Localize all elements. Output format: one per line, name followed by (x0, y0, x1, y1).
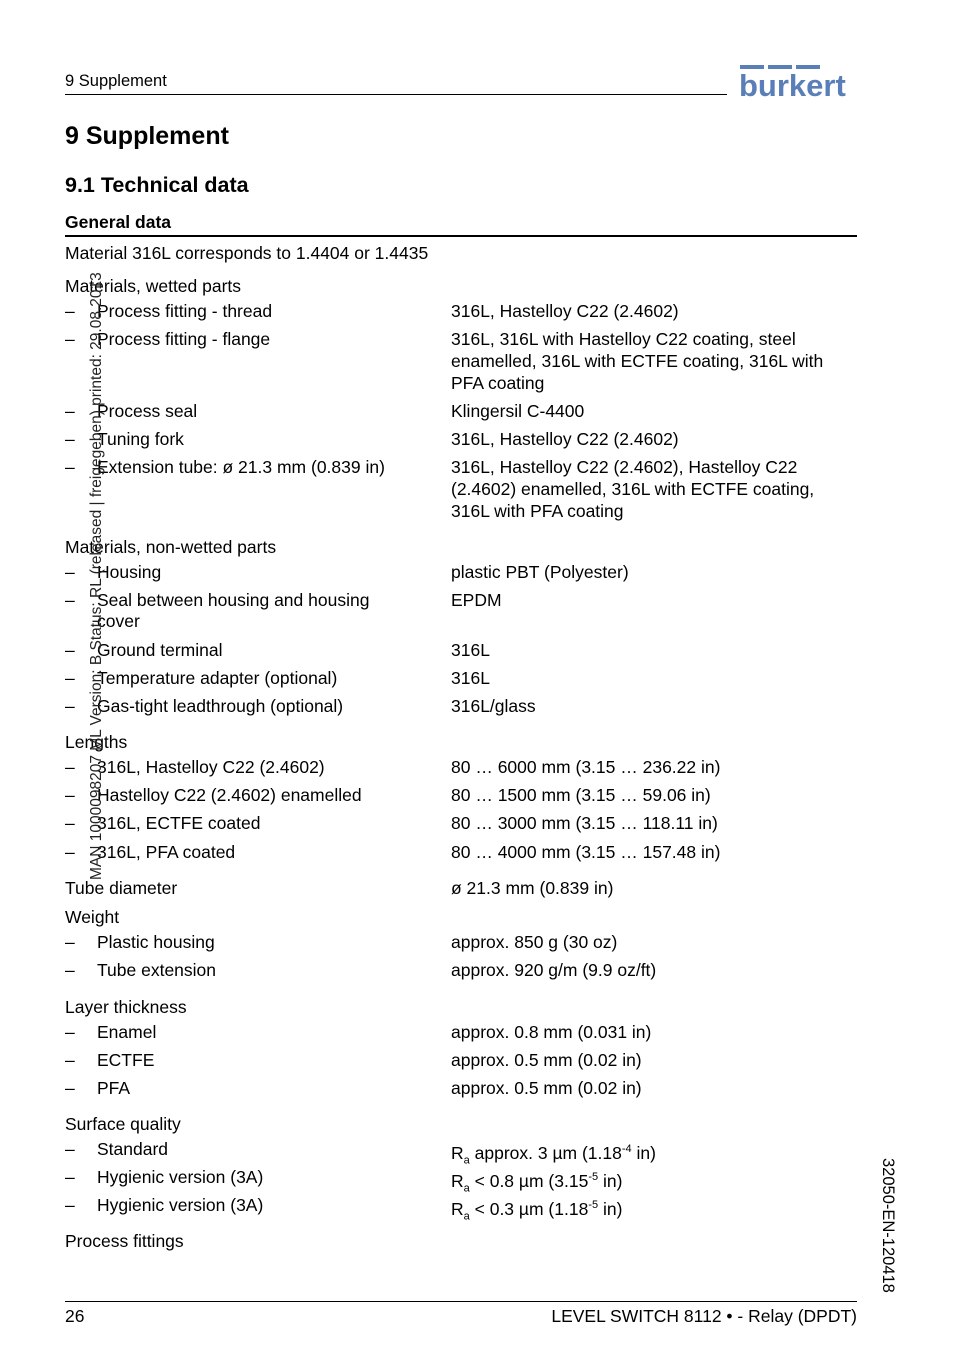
dash: – (65, 329, 75, 349)
dash: – (65, 1195, 75, 1215)
table-row (0, 960, 954, 982)
dash: – (65, 960, 75, 980)
dash: – (65, 813, 75, 833)
table-row (0, 301, 954, 323)
footer-title: LEVEL SWITCH 8112 • - Relay (DPDT) (551, 1306, 857, 1326)
unit: in) (598, 1198, 623, 1219)
group-heading (0, 907, 954, 929)
chapter-title: 9 Supplement (65, 122, 229, 150)
roughness-symbol: R (451, 1170, 464, 1191)
dash: – (65, 696, 75, 716)
table-row (0, 842, 954, 864)
table-row (0, 1050, 954, 1072)
exponent: -5 (588, 1171, 599, 1183)
footer-rule (65, 1301, 857, 1302)
wetted-title: Materials, wetted parts (65, 276, 242, 296)
group-heading (0, 997, 954, 1019)
dash: – (65, 590, 75, 610)
row-label: Ground terminal (97, 640, 223, 660)
page-number: 26 (65, 1306, 85, 1326)
row-value: 80 … 6000 mm (3.15 … 236.22 in) (451, 757, 721, 777)
row-label: 316L, PFA coated (97, 842, 236, 862)
table-row (0, 785, 954, 807)
group-heading (0, 537, 954, 559)
row-value: 316L, Hastelloy C22 (2.4602) (451, 429, 679, 449)
roughness-subscript: a (463, 1182, 470, 1195)
brand-text: burkert (739, 68, 846, 102)
row-value: (2.4602) enamelled, 316L with ECTFE coating, (451, 479, 815, 499)
group-heading (0, 732, 954, 754)
row-value: PFA coating (451, 373, 545, 393)
dash: – (65, 1167, 75, 1187)
nonwetted-title: Materials, non-wetted parts (65, 537, 277, 557)
subsection-title: General data (65, 212, 172, 232)
exponent: -5 (588, 1199, 599, 1211)
row-label: 316L, ECTFE coated (97, 813, 261, 833)
roughness-subscript: a (463, 1154, 470, 1167)
table-row (0, 329, 954, 393)
dash: – (65, 668, 75, 688)
table-row (0, 401, 954, 423)
subsection-rule (65, 235, 857, 237)
row-value: 316L (451, 668, 490, 688)
row-value: EPDM (451, 590, 502, 610)
row-label: Hastelloy C22 (2.4602) enamelled (97, 785, 362, 805)
row-label: Seal between housing and housing (97, 590, 370, 610)
row-label: Gas-tight leadthrough (optional) (97, 696, 344, 716)
lengths-title: Lengths (65, 732, 128, 752)
header-rule (65, 94, 727, 95)
table-row (0, 590, 954, 631)
running-header: 9 Supplement (65, 72, 167, 90)
row-value: Klingersil C-4400 (451, 401, 585, 421)
tube-value: ø 21.3 mm (0.839 in) (451, 878, 614, 898)
row-value: 316L, Hastelloy C22 (2.4602), Hastelloy C22 (451, 457, 798, 477)
row-value: 80 … 4000 mm (3.15 … 157.48 in) (451, 842, 721, 862)
group-heading (0, 1114, 954, 1136)
group-heading (0, 1231, 954, 1253)
section-title: 9.1 Technical data (65, 173, 249, 197)
dash: – (65, 640, 75, 660)
group-heading (0, 276, 954, 298)
table-row (0, 457, 954, 521)
row-value: approx. 0.5 mm (0.02 in) (451, 1050, 642, 1070)
roughness-symbol: R (451, 1198, 464, 1219)
dash: – (65, 1022, 75, 1042)
table-row (0, 1022, 954, 1044)
dash: – (65, 562, 75, 582)
row-value: 80 … 1500 mm (3.15 … 59.06 in) (451, 785, 711, 805)
dash: – (65, 301, 75, 321)
row-label: cover (97, 611, 140, 631)
document-status-watermark: MAN 1000098207 ML Version: B Status: RL (released | freigegeben) printed: 29.08.2013 (88, 272, 105, 880)
table-row (0, 1195, 954, 1223)
intro-text: Material 316L corresponds to 1.4404 or 1.4435 (65, 243, 429, 263)
surface-title: Surface quality (65, 1114, 181, 1134)
row-value: plastic PBT (Polyester) (451, 562, 629, 582)
dash: – (65, 401, 75, 421)
table-row (0, 640, 954, 662)
row-label: Extension tube: ø 21.3 mm (0.839 in) (97, 457, 385, 477)
row-value: enamelled, 316L with ECTFE coating, 316L with (451, 351, 824, 371)
exponent: -4 (621, 1143, 632, 1155)
roughness-value: approx. 3 µm (1.18 (469, 1142, 622, 1163)
table-row (0, 1139, 954, 1167)
table-row (0, 429, 954, 451)
row-value: approx. 0.5 mm (0.02 in) (451, 1078, 642, 1098)
unit: in) (598, 1170, 623, 1191)
intro-line (0, 243, 954, 265)
tube-label: Tube diameter (65, 878, 178, 898)
row-label: Hygienic version (3A) (97, 1195, 264, 1215)
roughness-value: < 0.8 µm (3.15 (469, 1170, 589, 1191)
weight-title: Weight (65, 907, 120, 927)
row-label: 316L, Hastelloy C22 (2.4602) (97, 757, 325, 777)
row-value: approx. 0.8 mm (0.031 in) (451, 1022, 652, 1042)
burkert-logo (738, 62, 858, 102)
table-row (0, 932, 954, 954)
dash: – (65, 457, 75, 477)
roughness-symbol: R (451, 1142, 464, 1163)
dash: – (65, 757, 75, 777)
table-row (0, 813, 954, 835)
table-row (0, 757, 954, 779)
table-row (0, 562, 954, 584)
row-label: Plastic housing (97, 932, 215, 952)
row-value: approx. 920 g/m (9.9 oz/ft) (451, 960, 657, 980)
row-label: Enamel (97, 1022, 157, 1042)
table-row (0, 668, 954, 690)
row-label: Temperature adapter (optional) (97, 668, 338, 688)
row-label: Tuning fork (97, 429, 184, 449)
row-label: Hygienic version (3A) (97, 1167, 264, 1187)
row-label: Tube extension (97, 960, 217, 980)
row-label: Process fitting - flange (97, 329, 271, 349)
row-label: ECTFE (97, 1050, 155, 1070)
row-label: PFA (97, 1078, 131, 1098)
dash: – (65, 932, 75, 952)
row-label: Standard (97, 1139, 169, 1159)
process-fittings-title: Process fittings (65, 1231, 184, 1251)
row-value: 316L (451, 640, 490, 660)
row-value: 316L with PFA coating (451, 501, 624, 521)
layer-title: Layer thickness (65, 997, 187, 1017)
roughness-subscript: a (463, 1210, 470, 1223)
row-label: Housing (97, 562, 162, 582)
table-row (0, 1167, 954, 1195)
dash: – (65, 429, 75, 449)
row-label: Process fitting - thread (97, 301, 273, 321)
table-row (0, 878, 954, 900)
document-code: 32050-EN-120418 (879, 1158, 897, 1293)
row-value (451, 1195, 622, 1228)
row-value: 80 … 3000 mm (3.15 … 118.11 in) (451, 813, 718, 833)
row-value: 316L, Hastelloy C22 (2.4602) (451, 301, 679, 321)
dash: – (65, 1050, 75, 1070)
row-value: approx. 850 g (30 oz) (451, 932, 618, 952)
row-value: 316L/glass (451, 696, 536, 716)
table-row (0, 1078, 954, 1100)
table-row (0, 696, 954, 718)
dash: – (65, 842, 75, 862)
unit: in) (631, 1142, 656, 1163)
roughness-value: < 0.3 µm (1.18 (469, 1198, 589, 1219)
dash: – (65, 1078, 75, 1098)
dash: – (65, 1139, 75, 1159)
row-label: Process seal (97, 401, 198, 421)
row-value: 316L, 316L with Hastelloy C22 coating, steel (451, 329, 796, 349)
dash: – (65, 785, 75, 805)
